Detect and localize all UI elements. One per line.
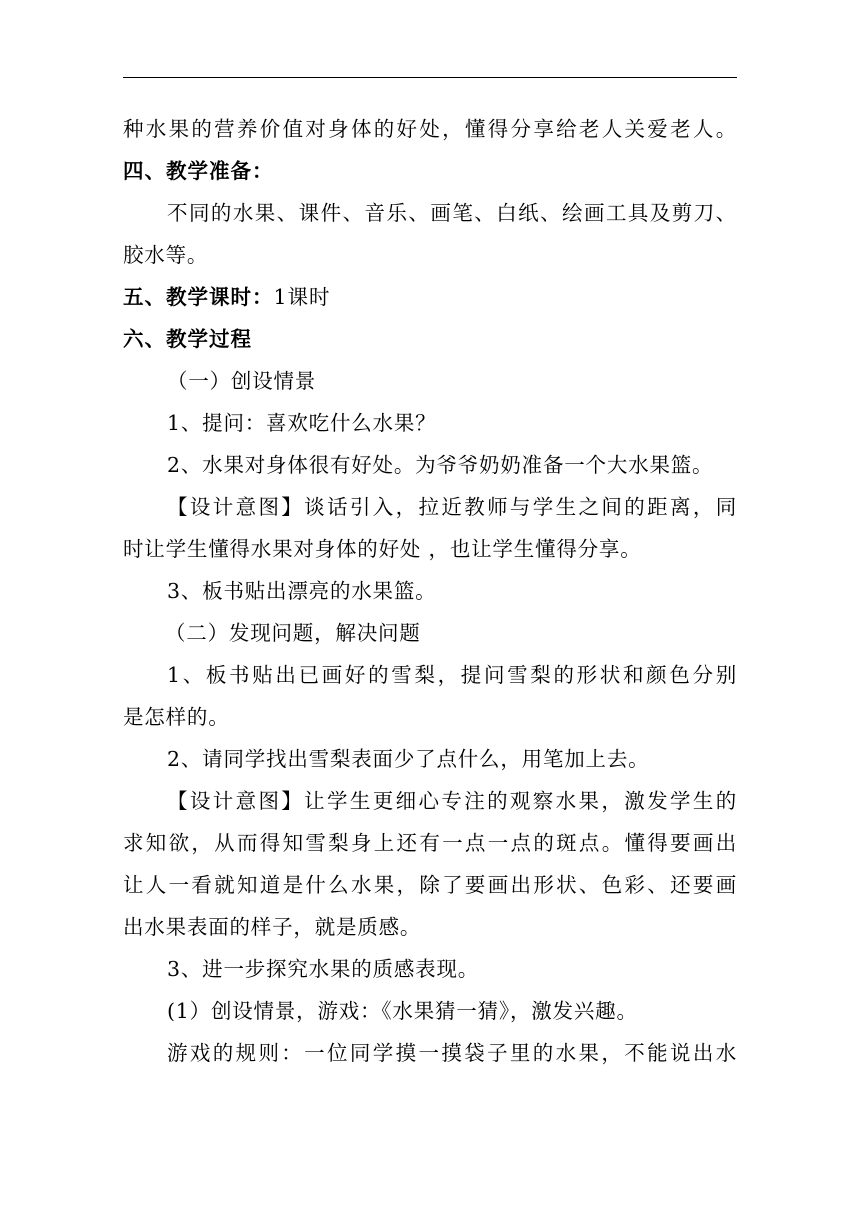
paragraph-line: 2、水果对身体很有好处。为爷爷奶奶准备一个大水果篮。 — [167, 453, 714, 477]
paragraph-line: 是怎样的。 — [123, 705, 230, 729]
subsection-heading: （一）创设情景 — [167, 369, 317, 393]
paragraph-line: 胶水等。 — [123, 243, 209, 267]
paragraph-line: 不同的水果、课件、音乐、画笔、白纸、绘画工具及剪刀、 — [167, 201, 737, 225]
paragraph-line: 1、提问：喜欢吃什么水果？ — [167, 411, 437, 435]
class-hours-value: 1课时 — [273, 285, 331, 309]
paragraph-line: 1、板书贴出已画好的雪梨，提问雪梨的形状和颜色分别 — [167, 663, 737, 687]
paragraph-line: 种水果的营养价值对身体的好处，懂得分享给老人关爱老人。 — [123, 117, 737, 141]
paragraph-line: (1）创设情景，游戏：《水果猜一猜》，激发兴趣。 — [167, 999, 638, 1023]
document-body — [123, 108, 737, 1074]
section-heading-class-hours — [123, 276, 737, 318]
design-intent-line: 求知欲，从而得知雪梨身上还有一点一点的斑点。懂得要画出 — [123, 831, 737, 855]
design-intent-line: 让人一看就知道是什么水果，除了要画出形状、色彩、还要画 — [123, 873, 737, 897]
subsection-heading: （二）发现问题，解决问题 — [165, 621, 421, 645]
paragraph-line: 3、板书贴出漂亮的水果篮。 — [167, 579, 437, 603]
design-intent-line: 【设计意图】让学生更细心专注的观察水果，激发学生的 — [167, 789, 737, 813]
paragraph-line: 游戏的规则：一位同学摸一摸袋子里的水果，不能说出水 — [167, 1041, 737, 1065]
design-intent-line: 时让学生懂得水果对身体的好处 ，也让学生懂得分享。 — [123, 537, 642, 561]
section-heading-process: 六、教学过程 — [123, 327, 252, 351]
section-heading-preparation: 四、教学准备： — [123, 159, 274, 183]
heading-label: 五、教学课时： — [123, 285, 274, 309]
design-intent-line: 【设计意图】谈话引入，拉近教师与学生之间的距离，同 — [167, 495, 737, 519]
header-rule — [123, 77, 737, 78]
design-intent-line: 出水果表面的样子，就是质感。 — [123, 915, 422, 939]
paragraph-line: 2、请同学找出雪梨表面少了点什么，用笔加上去。 — [167, 747, 650, 771]
paragraph-line: 3、进一步探究水果的质感表现。 — [167, 957, 480, 981]
